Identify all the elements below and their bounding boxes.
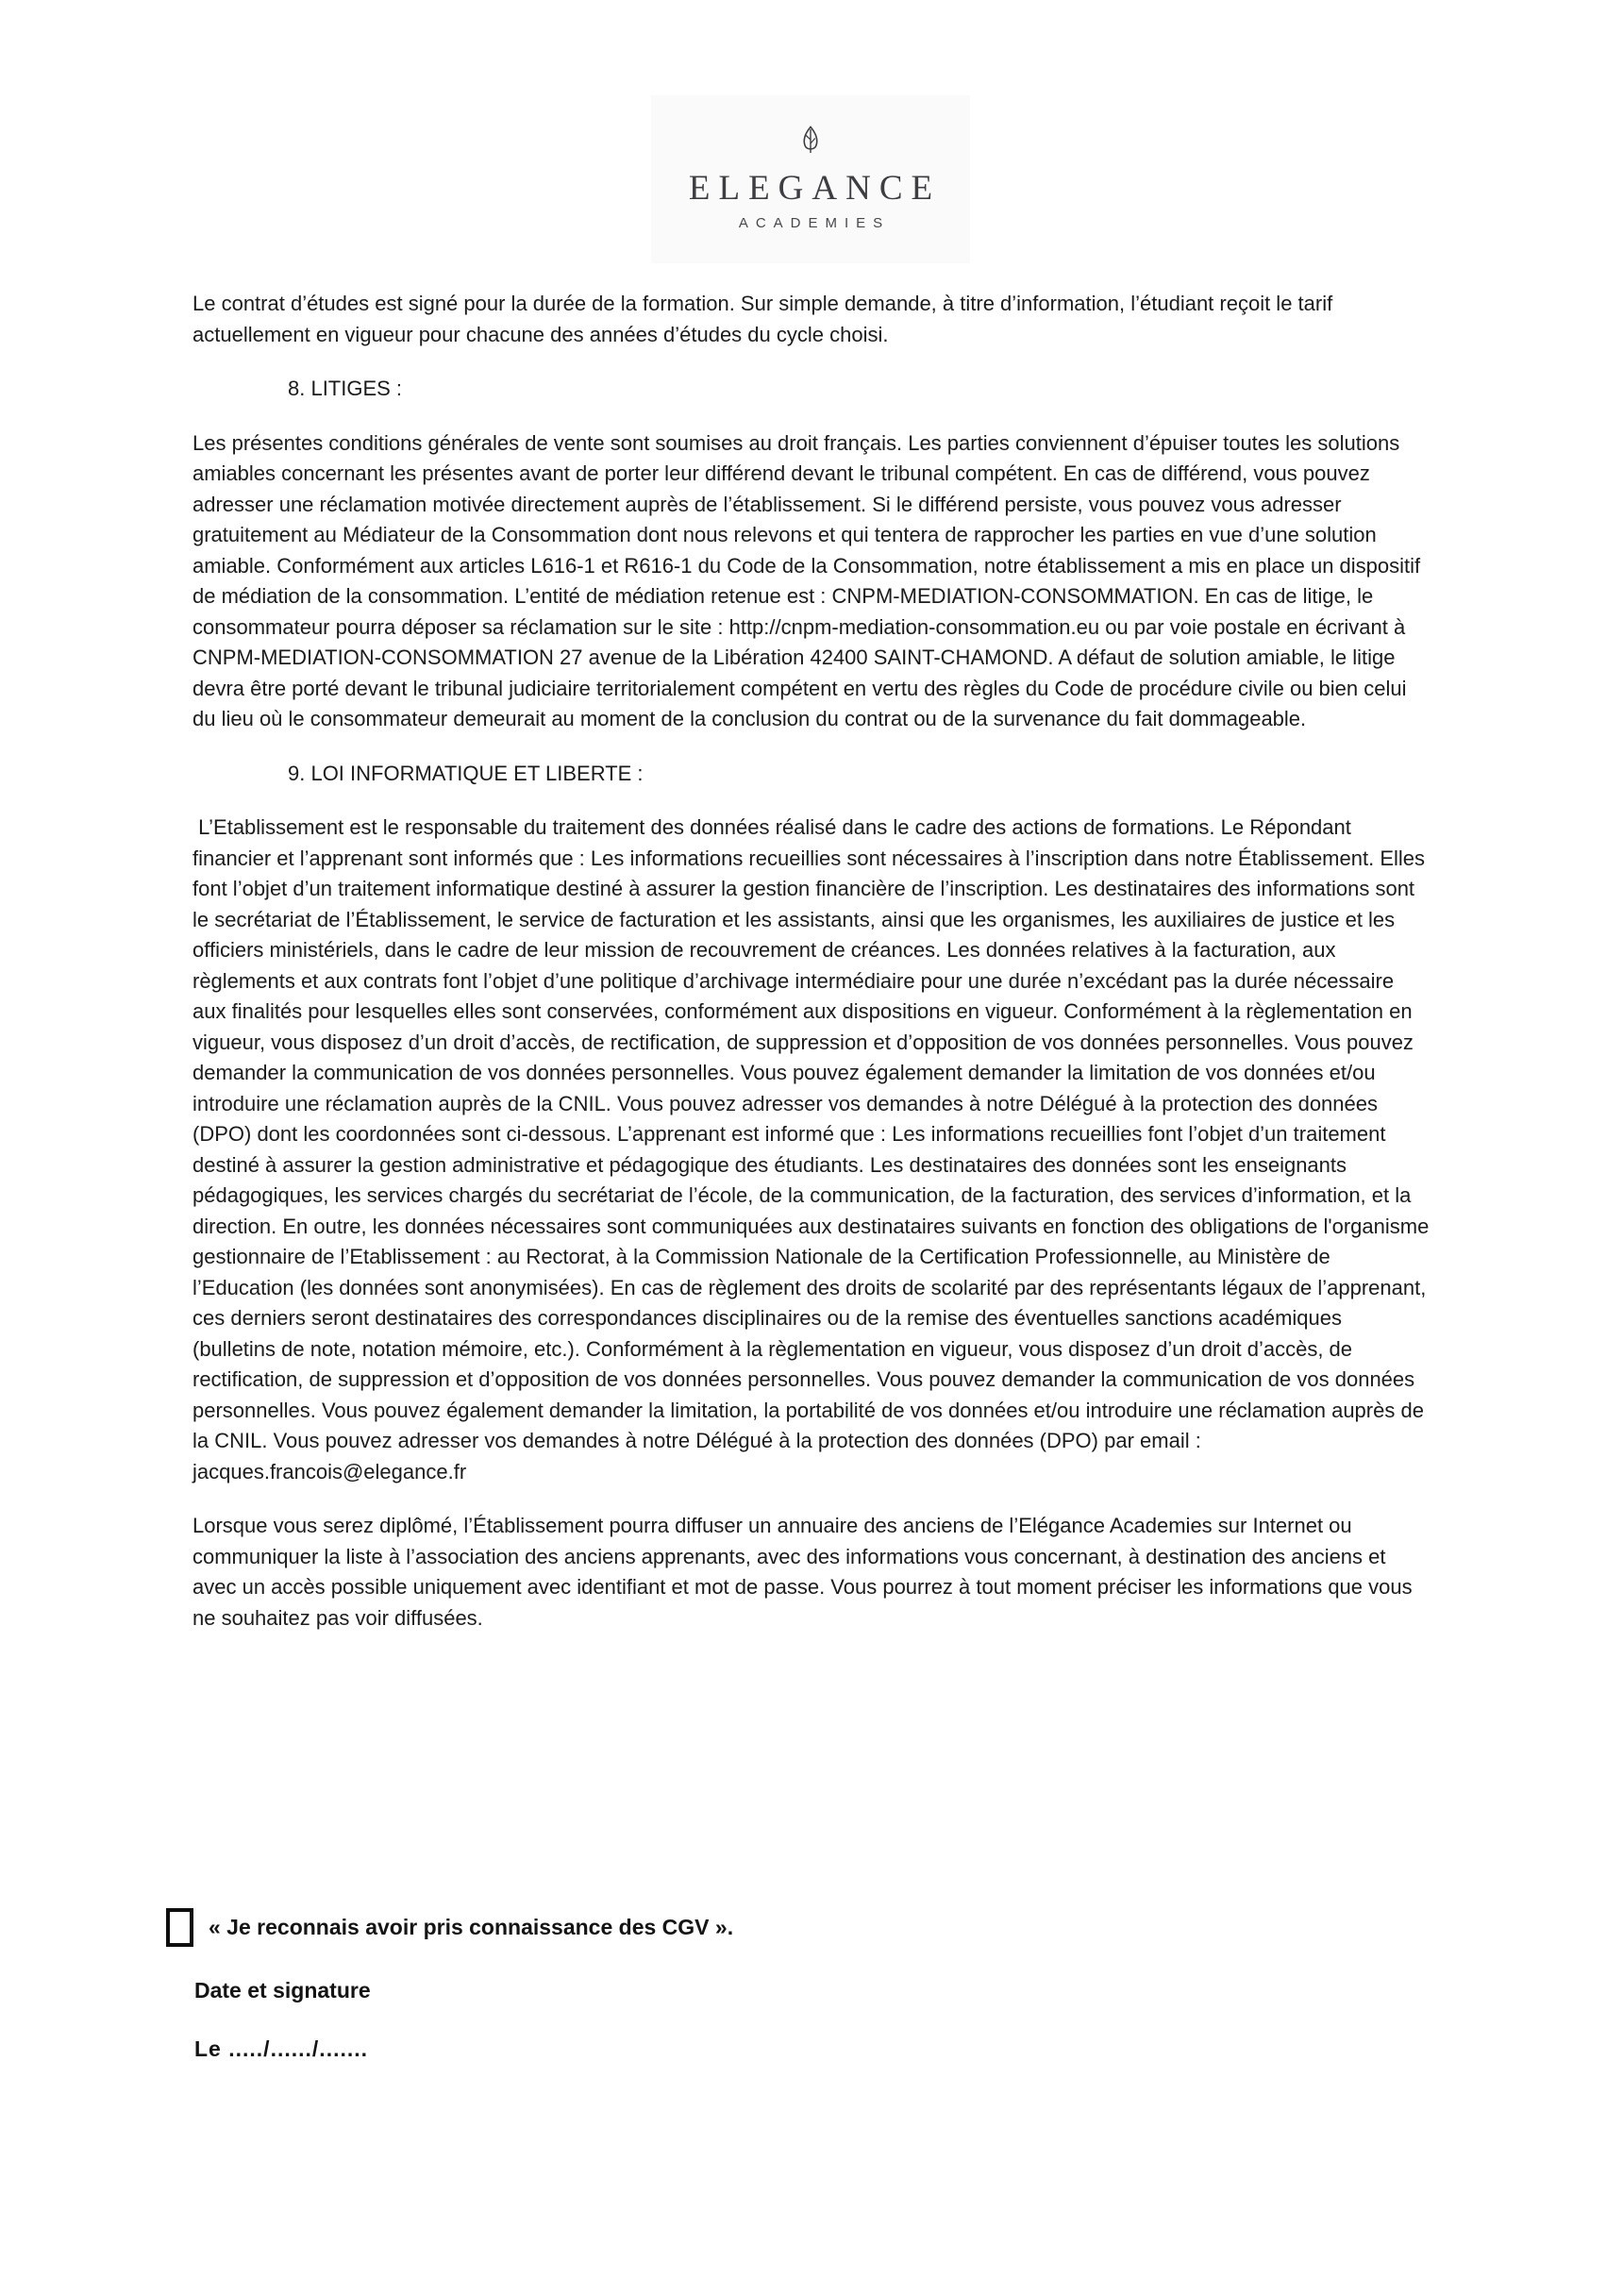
cgv-checkbox[interactable]: [166, 1908, 193, 1947]
intro-paragraph: Le contrat d’études est signé pour la durée de la formation. Sur simple demande, à titre d’information, l’étudiant reçoit le tarif actuellement en vigueur pour chacune des années d’études du cycle choisi.: [192, 292, 1339, 346]
logo-brand-text: ELEGANCE: [688, 169, 942, 208]
elegance-logo: [651, 95, 970, 263]
alumni-paragraph: Lorsque vous serez diplômé, l’Établissement pourra diffuser un annuaire des anciens de l’Elégance Academies sur Internet ou communiquer la liste à l’association des anciens apprenants, avec des informations vous concernant, à destination des anciens et avec un accès possible uniquement avec identifiant et mot de passe. Vous pourrez à tout moment préciser les informations que vous ne souhaitez pas voir diffusées.: [192, 1514, 1418, 1630]
section8-paragraph: Les présentes conditions générales de vente sont soumises au droit français. Les parties conviennent d’épuiser toutes les solutions amiables concernant les présentes avant de porter leur différend devant le tribunal compétent. En cas de différend, vous pouvez adresser une réclamation motivée directement auprès de l’établissement. Si le différend persiste, vous pouvez vous adresser gratuitement au Médiateur de la Consommation dont nous relevons et qui tentera de rapprocher les parties en vue d’une solution amiable. Conformément aux articles L616-1 et R616-1 du Code de la Consommation, notre établissement a mis en place un dispositif de médiation de la consommation. L’entité de médiation retenue est : CNPM-MEDIATION-CONSOMMATION. En cas de litige, le consommateur pourra déposer sa réclamation sur le site : http://cnpm-mediation-consommation.eu ou par voie postale en écrivant à CNPM-MEDIATION-CONSOMMATION 27 avenue de la Libération 42400 SAINT-CHAMOND. A défaut de solution amiable, le litige devra être porté devant le tribunal judiciaire territorialement compétent en vertu des règles du Code de procédure civile ou bien celui du lieu où le consommateur demeurait au moment de la conclusion du contrat ou de la survenance du fait dommageable.: [192, 430, 1427, 730]
section9-heading: 9. LOI INFORMATIQUE ET LIBERTE :: [288, 761, 644, 785]
date-fill-line: Le ...../....../.......: [194, 2036, 369, 2061]
section9-paragraph: L’Etablissement est le responsable du traitement des données réalisé dans le cadre des actions de formations. Le Répondant financier et l’apprenant sont informés que : Les informations recueillies sont nécessaires à l’inscription dans notre Établissement. Elles font l’objet d’un traitement informatique destiné à assurer la gestion financière de l’inscription. Les destinataires des informations sont le secrétariat de l’Établissement, le service de facturation et les assistants, ainsi que les organismes, les auxiliaires de justice et les officiers ministériels, dans le cadre de leur mission de recouvrement de créances. Les données relatives à la facturation, aux règlements et aux contrats font l’objet d’une politique d’archivage intermédiaire pour une durée n’excédant pas la durée nécessaire aux finalités pour lesquelles elles sont conservées, conformément aux dispositions en vigueur. Conformément à la règlementation en vigueur, vous disposez d’un droit d’accès, de rectification, de suppression et d’opposition de vos données personnelles. Vous pouvez demander la communication de vos données personnelles. Vous pouvez également demander la limitation de vos données et/ou introduire une réclamation auprès de la CNIL. Vous pouvez adresser vos demandes à notre Délégué à la protection des données (DPO) dont les coordonnées sont ci-dessous. L’apprenant est informé que : Les informations recueillies font l’objet d’un traitement destiné à assurer la gestion administrative et pédagogique des étudiants. Les destinataires des données sont les enseignants pédagogiques, les services chargés du secrétariat de l’école, de la communication, de la facturation, des services d’information, et la direction. En outre, les données nécessaires sont communiquées aux destinataires suivants en fonction des obligations de l'organisme gestionnaire de l’Etablissement : au Rectorat, à la Commission Nationale de la Certification Professionnelle, au Ministère de l’Education (les données sont anonymisées). En cas de règlement des droits de scolarité par des représentants légaux de l’apprenant, ces derniers seront destinataires des correspondances disciplinaires ou de la remise des éventuelles sanctions académiques (bulletins de note, notation mémoire, etc.). Conformément à la règlementation en vigueur, vous disposez d’un droit d’accès, de rectification, de suppression et d’opposition de vos données personnelles. Vous pouvez demander la communication de vos données personnelles. Vous pouvez également demander la limitation, la portabilité de vos données et/ou introduire une réclamation auprès de la CNIL. Vous pouvez adresser vos demandes à notre Délégué à la protection des données (DPO) par email : jacques.francois@elegance.fr: [192, 815, 1435, 1483]
logo-sub-text: ACADEMIES: [738, 215, 891, 231]
cgv-acknowledgement-label: « Je reconnais avoir pris connaissance des CGV ».: [209, 1915, 734, 1939]
leaf-icon: [798, 126, 823, 162]
section8-heading: 8. LITIGES :: [288, 377, 403, 400]
cgv-acknowledgement-row: [166, 1908, 733, 1947]
document-body: [192, 289, 1435, 1634]
date-signature-label: Date et signature: [194, 1978, 371, 2003]
